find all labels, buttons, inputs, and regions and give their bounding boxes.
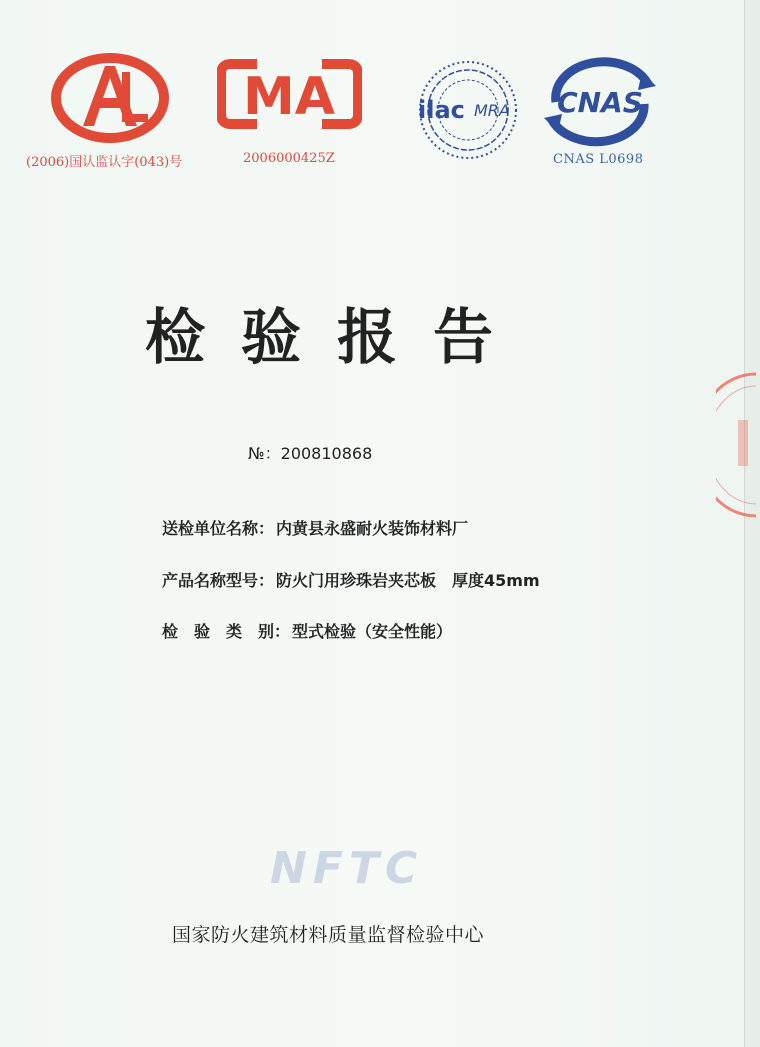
mra-text: MRA bbox=[474, 101, 510, 120]
field-product-value: 防火门用珍珠岩夹芯板 厚度45mm bbox=[276, 571, 540, 590]
page-edge-shade bbox=[745, 0, 760, 1047]
field-product-label: 产品名称型号： bbox=[162, 571, 275, 590]
field-test-type-value: 型式检验（安全性能） bbox=[292, 622, 453, 641]
field-test-type bbox=[162, 619, 452, 642]
cal-caption: (2006)国认监认字(043)号 bbox=[26, 155, 183, 170]
ilac-text: ilac bbox=[418, 96, 465, 124]
report-title: 检验报告 bbox=[145, 303, 529, 373]
field-product bbox=[162, 568, 540, 591]
cma-logo bbox=[217, 58, 362, 130]
cma-caption: 2006000425Z bbox=[243, 151, 335, 166]
field-client-label: 送检单位名称： bbox=[162, 519, 275, 538]
field-client-value: 内黄县永盛耐火装饰材料厂 bbox=[276, 519, 469, 538]
nftc-watermark: NFTC bbox=[270, 843, 424, 894]
cnas-logo bbox=[538, 54, 662, 150]
field-client bbox=[162, 516, 468, 539]
cnas-logo-text: CNAS bbox=[557, 86, 643, 119]
cnas-caption: CNAS L0698 bbox=[553, 152, 644, 167]
red-seal-stamp bbox=[716, 370, 756, 520]
cma-logo-text: MA bbox=[243, 67, 335, 127]
cal-logo bbox=[50, 52, 170, 144]
issuer-name: 国家防火建筑材料质量监督检验中心 bbox=[172, 924, 485, 946]
report-number: №：200810868 bbox=[248, 444, 373, 463]
field-test-type-label: 检 验 类 别： bbox=[162, 622, 291, 641]
ilac-mra-logo bbox=[412, 54, 524, 166]
